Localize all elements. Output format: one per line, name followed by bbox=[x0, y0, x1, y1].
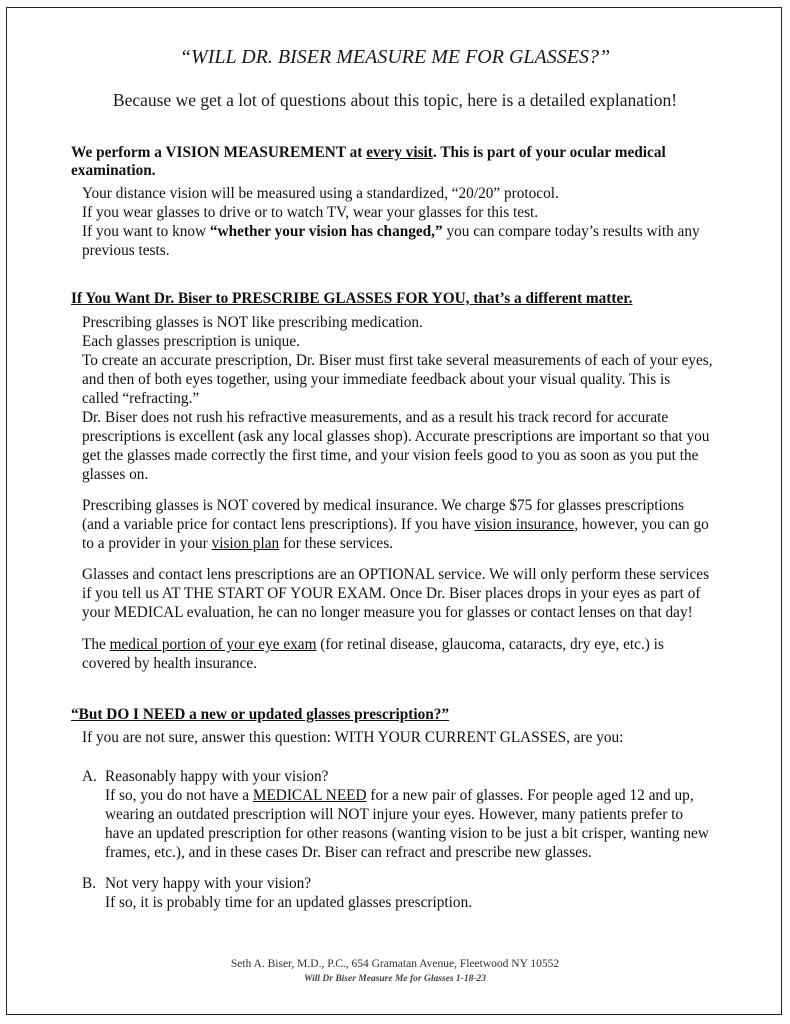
section1-line: If you wear glasses to drive or to watch TV, wear your glasses for this test. bbox=[82, 204, 539, 221]
underlined-text: MEDICAL NEED bbox=[252, 787, 367, 804]
section1-heading-line2: examination. bbox=[71, 162, 156, 179]
text: for a new pair of glasses. For people aged 12 and up, bbox=[366, 787, 694, 804]
text: If so, you do not have a bbox=[105, 787, 253, 804]
footer-address: Seth A. Biser, M.D., P.C., 654 Gramatan Avenue, Fleetwood NY 10552 bbox=[230, 958, 560, 970]
section2-line: if you tell us AT THE START OF YOUR EXAM. Once Dr. Biser places drops in your eyes as part of bbox=[82, 585, 701, 602]
bold-text: “whether your vision has changed,” bbox=[209, 223, 443, 240]
section2-line bbox=[82, 515, 709, 535]
section2-line: Prescribing glasses is NOT covered by medical insurance. We charge $75 for glasses prescriptions bbox=[82, 497, 684, 514]
text: for these services. bbox=[279, 535, 393, 552]
section2-line: get the glasses made correctly the first time, and your vision feels good to you as soon as you put the bbox=[82, 447, 699, 464]
option-a-question: Reasonably happy with your vision? bbox=[105, 768, 329, 785]
section1-line: Your distance vision will be measured using a standardized, “20/20” protocol. bbox=[82, 185, 559, 202]
section2-line: called “refracting.” bbox=[82, 390, 200, 407]
option-a-line bbox=[105, 786, 694, 806]
section1-line bbox=[82, 222, 700, 242]
section2-heading: If You Want Dr. Biser to PRESCRIBE GLASSES FOR YOU, that’s a different matter. bbox=[71, 290, 633, 307]
option-a-line: wearing an outdated prescription will NOT injure your eyes. However, many patients prefer to bbox=[105, 806, 684, 823]
option-a-line: frames, etc.), and in these cases Dr. Biser can refract and prescribe new glasses. bbox=[105, 844, 592, 861]
section2-line: covered by health insurance. bbox=[82, 655, 257, 672]
section1-heading bbox=[71, 144, 666, 162]
text: If you want to know bbox=[82, 223, 210, 240]
heading-text: We perform a VISION MEASUREMENT at bbox=[71, 144, 367, 161]
heading-underlined-text: every visit bbox=[366, 144, 433, 161]
section2-line: your MEDICAL evaluation, he can no longer measure you for glasses or contact lenses on that day! bbox=[82, 604, 693, 621]
section1-line: previous tests. bbox=[82, 242, 170, 259]
section2-line: Each glasses prescription is unique. bbox=[82, 333, 300, 350]
underlined-text: vision insurance bbox=[474, 516, 575, 533]
option-a-line: have an updated prescription for other reasons (wanting vision to be just a bit crisper, wanting new bbox=[105, 825, 709, 842]
section2-line: and then of both eyes together, using your immediate feedback about your visual quality. This is bbox=[82, 371, 671, 388]
text: (and a variable price for contact lens prescriptions). If you have bbox=[82, 516, 475, 533]
text: you can compare today’s results with any bbox=[442, 223, 700, 240]
document-title: “WILL DR. BISER MEASURE ME FOR GLASSES?” bbox=[179, 46, 611, 68]
underlined-text: medical portion of your eye exam bbox=[109, 636, 317, 653]
section2-line: Dr. Biser does not rush his refractive measurements, and as a result his track record for accurate bbox=[82, 409, 669, 426]
option-b-question: Not very happy with your vision? bbox=[105, 875, 312, 892]
section2-line: Prescribing glasses is NOT like prescribing medication. bbox=[82, 314, 423, 331]
text: (for retinal disease, glaucoma, cataracts, dry eye, etc.) is bbox=[316, 636, 664, 653]
text: , however, you can go bbox=[574, 516, 709, 533]
option-b-marker: B. bbox=[82, 875, 97, 892]
underlined-text: vision plan bbox=[211, 535, 280, 552]
section2-line: Glasses and contact lens prescriptions are an OPTIONAL service. We will only perform these services bbox=[82, 566, 710, 583]
section2-line: glasses on. bbox=[82, 466, 149, 483]
text: to a provider in your bbox=[82, 535, 212, 552]
section2-line: prescriptions is excellent (ask any local glasses shop). Accurate prescriptions are important so that you bbox=[82, 428, 710, 445]
text: The bbox=[82, 636, 110, 653]
section2-line: To create an accurate prescription, Dr. Biser must first take several measurements of each of your eyes, bbox=[82, 352, 713, 369]
footer-document-id: Will Dr Biser Measure Me for Glasses 1-18-23 bbox=[304, 974, 486, 984]
option-b-line: If so, it is probably time for an updated glasses prescription. bbox=[105, 894, 473, 911]
section3-intro: If you are not sure, answer this question: WITH YOUR CURRENT GLASSES, are you: bbox=[82, 729, 624, 746]
section2-line bbox=[82, 635, 664, 655]
section3-heading: “But DO I NEED a new or updated glasses prescription?” bbox=[71, 706, 450, 723]
option-a-marker: A. bbox=[82, 768, 97, 785]
document-subtitle: Because we get a lot of questions about this topic, here is a detailed explanation! bbox=[112, 90, 678, 110]
heading-text: . This is part of your ocular medical bbox=[432, 144, 666, 161]
section2-line bbox=[82, 534, 393, 554]
